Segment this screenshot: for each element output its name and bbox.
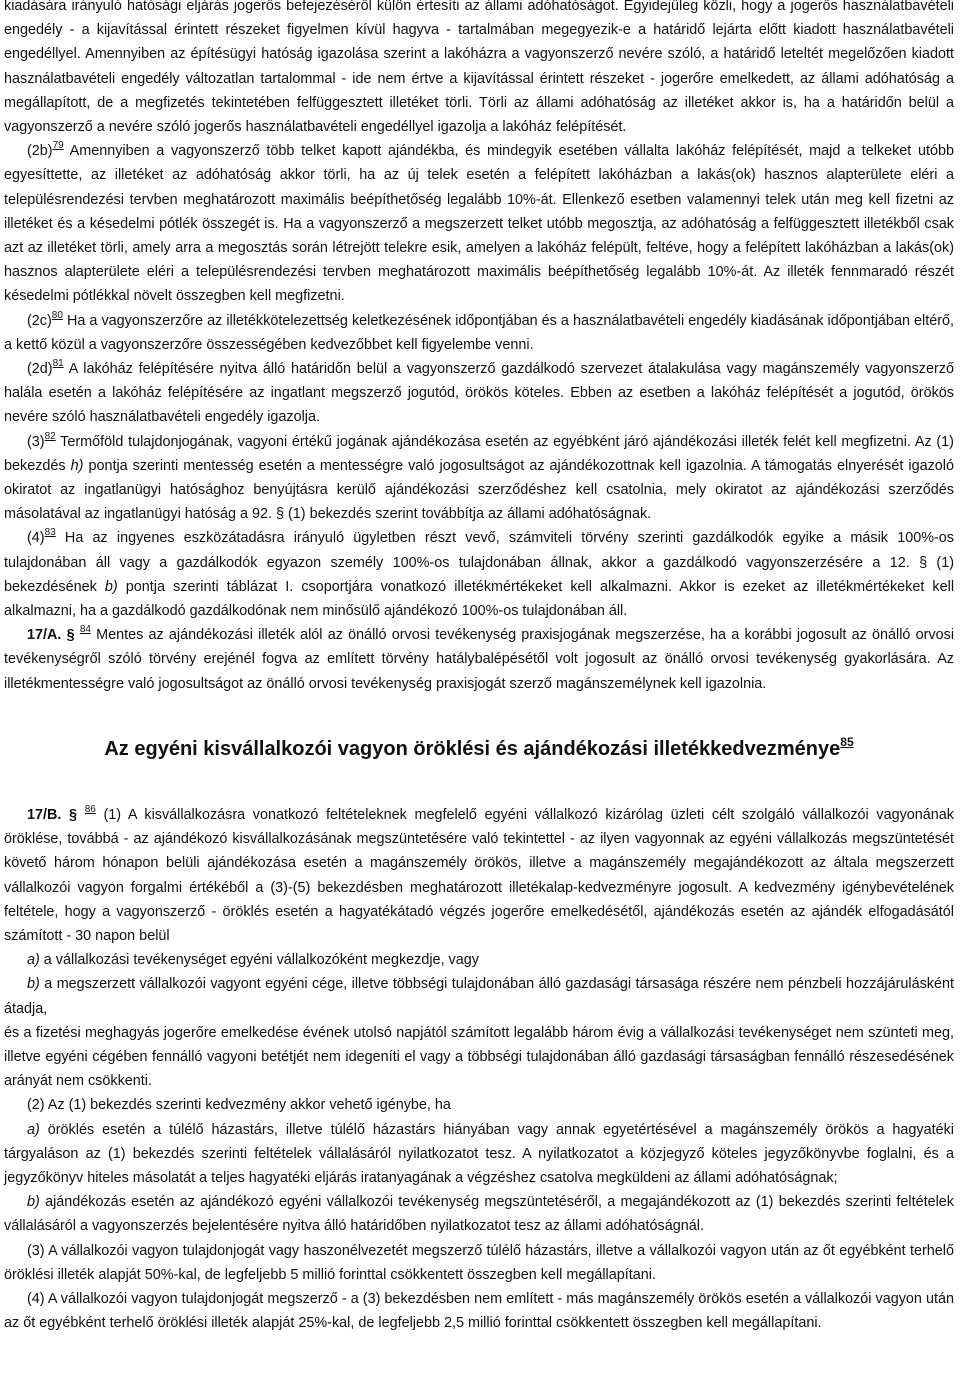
paragraph-4: (4)$^{83}$ Ha az ingyenes eszközátadásra irányuló ügyletben részt vevő, számviteli törvény szerinti gazdálkodók egyike a másik 100%-os tulajdonában áll vagy a gazdálkodók egyazon személy 100%-os tulajdonában állnak, akkor a gazdálkodó vagyonszerzésére a 12. § (1) bekezdésének b) pontja szerinti táblázat I. csoportjára vonatkozó illetékmértékeket kell alkalmazni. Akkor is ezeket az illetékmértékeket kell alkalmazni, ha a gazdálkodó gazdálkodónak nem minősülő ajándékozó 100%-os tulajdonában áll. bbox=[4, 527, 955, 620]
paragraph-label: (4) bbox=[27, 530, 45, 547]
footnote-ref-79[interactable]: 79 bbox=[52, 140, 64, 152]
list-item-2a: a) öröklés esetén a túlélő házastárs, illetve túlélő házastárs hiányában vagy annak egyetértésével a magánszemély örökös a hagyatéki tárgyaláson az (1) bekezdés szerinti feltételek vállalásáról nyilatkozatot tesz. A nyilatkozatot a közjegyző köteles jegyzőkönyvbe foglalni, és a jegyzőkönyv hiteles másolatát a teljes hagyatéki eljárás iratanyagának a végzéshez csatolva megküldeni az állami adóhatóságnak; bbox=[4, 1121, 954, 1186]
section-17a: 17/A. § $^{84}$ Mentes az ajándékozási illeték alól az önálló orvosi tevékenység praxisjogának megszerzése, ha a korábbi jogosult az önálló orvosi tevékenységről szóló törvény erejénél fogva az említett törvény hatálybalépésétől volt jogosult az önálló orvosi tevékenység gyakorlására. Az illetékmentességre való jogosultságot az önálló orvosi tevékenység praxisjogát szerző magánszemélynek kell igazolnia. bbox=[4, 624, 955, 692]
section-label: 17/B. § bbox=[27, 806, 78, 823]
list-item-a: a) a vállalkozási tevékenységet egyéni vállalkozóként megkezdje, vagy bbox=[27, 952, 479, 969]
list-item-b: b) a megszerzett vállalkozói vagyont egyéni cége, illetve többségi tulajdonában álló gazdasági társasága részére nem pénzbeli hozzájárulásként átadja, bbox=[4, 976, 955, 1017]
paragraph-continuation: kiadására irányuló hatósági eljárás jogerős befejezéséről külön értesíti az állami adóhatóságot. Egyidejűleg közli, hogy a jogerős használatbavételi engedély - a kijavítással érintett részeket figyelmen kívül hagyva - tartalmában megegyezik-e a határidő lejárta előtt kiadott használatbavételi engedéllyel. Amennyiben az építésügyi hatóság igazolása szerint a lakóházra a vagyonszerző nevére szóló, a határidő leteltét megelőzően kiadott használatbavételi engedély változatlan tartalommal - ide nem értve a kijavítással érintett részeket - jogerőre emelkedett, az állami adóhatóság a megállapított, de a megfizetés tekintetében felfüggesztett illetéket törli. Törli az állami adóhatóság az illetéket akkor is, ha a határidőn belül a vagyonszerző a nevére szóló jogerős használatbavételi engedéllyel igazolja a lakóház felépítését. bbox=[4, 0, 954, 136]
subsection-2: (2) Az (1) bekezdés szerinti kedvezmény akkor vehető igénybe, ha bbox=[27, 1097, 451, 1114]
section-label: 17/A. § bbox=[27, 627, 75, 644]
paragraph-2b: (2b)$^{79}$ Amennyiben a vagyonszerző több telket kapott ajándékba, és mindegyik esetében vállalta lakóház felépítését, majd a telkeket utóbb egyesíttette, az illetéket az adóhatóság akkor törli, ha az új telek esetén a felépített lakóházban a lakás(ok) hasznos alapterülete eléri a településrendezési tervben meghatározott maximális beépíthetőség legalább 10%-át. Ellenkező esetben valamennyi telek után meg kell fizetni az illetéket és a késedelmi pótlék összegét is. Ha a vagyonszerző a megszerzett telket utóbb megosztja, az adóhatóság a felfüggesztett illetékből csak azt az illetéket törli, amely arra a megosztás során létrejött telekre esik, amelyen a lakóház felépült, feltéve, hogy a felépített lakóházban a lakás(ok) hasznos alapterülete eléri a településrendezési tervben meghatározott maximális beépíthetőség legalább 10%-át. Az illeték fennmaradó részét késedelmi pótlékkal növelt összegben kell megfizetni. bbox=[4, 140, 954, 305]
paragraph-label: (2b) bbox=[27, 143, 53, 160]
footnote-ref-86[interactable]: 86 bbox=[84, 803, 96, 815]
footnote-ref-84[interactable]: 84 bbox=[79, 624, 91, 636]
paragraph-label: (2c) bbox=[27, 312, 52, 329]
paragraph-label: (2d) bbox=[27, 361, 53, 378]
subsection-4: (4) A vállalkozói vagyon tulajdonjogát megszerző - a (3) bekezdésben nem említett - más magánszemély örökös esetén a vállalkozói vagyon után az őt egyébként terhelő öröklési illeték alapját 25%-kal, de legfeljebb 2,5 millió forinttal csökkentett összegben kell megállapítani. bbox=[4, 1290, 954, 1332]
footnote-ref-80[interactable]: 80 bbox=[51, 309, 63, 321]
paragraph-2d: (2d)$^{81}$ A lakóház felépítésére nyitva álló határidőn belül a vagyonszerző gazdálkodó szervezet átalakulása vagy magánszemély vagyonszerző halála esetén a lakóház felépítésére az ingatlant megszerző jogutód, örökös köteles. Ebben az esetben a lakóház felépítését a jogutód, örökös nevére szóló használatbavételi engedély igazolja. bbox=[4, 358, 954, 426]
footnote-ref-83[interactable]: 83 bbox=[44, 527, 56, 539]
footnote-ref-81[interactable]: 81 bbox=[52, 358, 64, 370]
paragraph-2c: (2c)$^{80}$ Ha a vagyonszerzőre az illetékkötelezettség keletkezésének időpontjában és a használatbavételi engedély kiadásának időpontjában eltérő, a kettő közül a vagyonszerzőre összességében kedvezőbbet kell figyelembe venni. bbox=[4, 309, 954, 353]
list-continuation: és a fizetési meghagyás jogerőre emelkedése évének utolsó napjától számított legalább három évig a vállalkozási tevékenységet nem szünteti meg, illetve egyéni cégében fennálló vagyoni betétjét nem idegeníti el vagy a többségi tulajdonában álló gazdasági társaságban fennálló részesedésének arányát nem csökkenti. bbox=[4, 1024, 954, 1090]
footnote-ref-85[interactable]: 85 bbox=[840, 734, 854, 749]
subsection-3: (3) A vállalkozói vagyon tulajdonjogát vagy haszonélvezetét megszerző túlélő házastárs, illetve a vállalkozói vagyon után az őt egyébként terhelő öröklési illeték alapját 50%-kal, de legfeljebb 5 millió forinttal csökkentett összegben kell megállapítani. bbox=[4, 1242, 954, 1283]
paragraph-3: (3)$^{82}$ Termőföld tulajdonjogának, vagyoni értékű jogának ajándékozása esetén az egyébként járó ajándékozási illeték felét kell megfizetni. Az (1) bekezdés h) pontja szerinti mentesség esetén a mentességre való jogosultságot az ajándékozottnak kell igazolnia. A támogatás elnyerését igazoló okiratot az ingatlanügyi hatósághoz benyújtásra kerülő ajándékozási szerződéshez kell csatolnia, mely okiratot az ajándékozási szerződés másolatával az ingatlanügyi hatóság a 92. § (1) bekezdés szerint továbbítja az állami adóhatóságnak. bbox=[4, 430, 954, 523]
list-item-2b: b) ajándékozás esetén az ajándékozó egyéni vállalkozói tevékenység megszüntetéséről, a megajándékozott az (1) bekezdés szerinti feltételek vállalásáról a vagyonszerzés bejelentésére nyitva álló határidőben nyilatkozatot tesz az állami adóhatóságnál. bbox=[4, 1194, 955, 1235]
footnote-ref-82[interactable]: 82 bbox=[44, 430, 56, 442]
section-17b: 17/B. § $^{86}$ (1) A kisvállalkozásra vonatkozó feltételeknek megfelelő egyéni vállalkozó kizárólag üzleti célt szolgáló vállalkozói vagyonának öröklése, továbbá - az ajándékozó kisvállalkozásának megszüntetésére való tekintettel - az ilyen vagyonnak az egyéni vállalkozás megszüntetését követő három hónapon belüli ajándékozása esetén a magánszemély örökös, illetve a magánszemély megajándékozott az általa megszerzett vállalkozói vagyon forgalmi értékéből a (3)-(5) bekezdésben meghatározott illetékalap-kedvezményre jogosult. A kedvezmény igénybevételének feltétele, hogy a vagyonszerző - öröklés esetén a hagyatékátadó végzés jogerőre emelkedésétől, ajándékozás esetén az ajándék elfogadásától számított - 30 napon belül bbox=[4, 803, 955, 944]
paragraph-label: (3) bbox=[27, 433, 45, 450]
section-heading: Az egyéni kisvállalkozói vagyon öröklési és ajándékozási illetékkedvezménye$^{85}$ bbox=[104, 734, 854, 760]
